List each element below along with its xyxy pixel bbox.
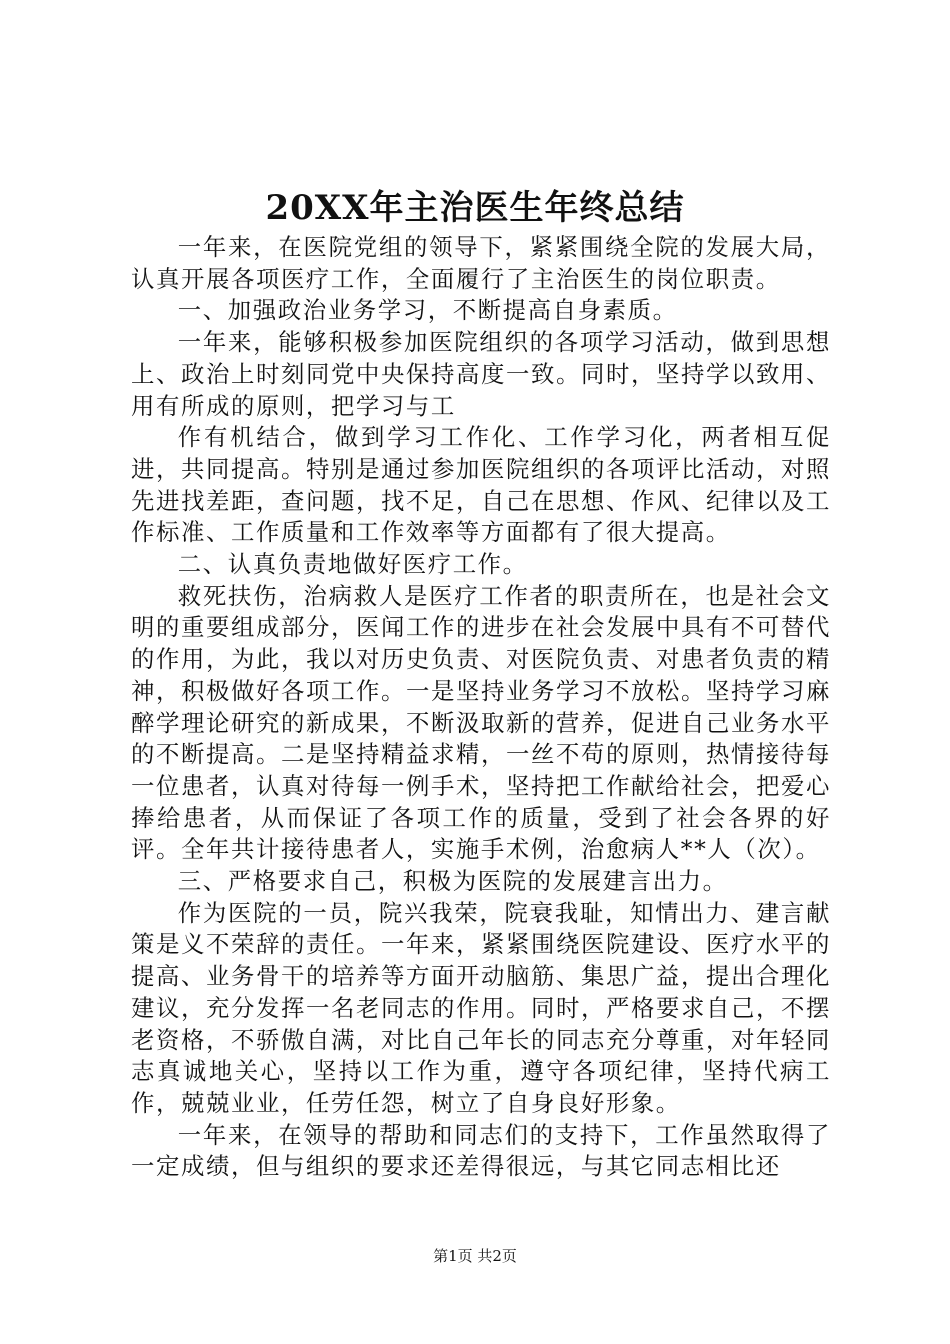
document-body <box>131 232 831 1183</box>
page-footer: 第1页 共2页 <box>433 1247 517 1265</box>
paragraph-intro: 一年来，在医院党组的领导下，紧紧围绕全院的发展大局，认真开展各项医疗工作，全面履行了主治医生的岗位职责。 <box>131 233 831 293</box>
section-heading-1: 一、加强政治业务学习，不断提高自身素质。 <box>177 296 678 325</box>
section-heading-2: 二、认真负责地做好医疗工作。 <box>177 550 528 579</box>
paragraph: 作有机结合，做到学习工作化、工作学习化，两者相互促进，共同提高。特别是通过参加医院组织的各项评比活动，对照先进找差距，查问题，找不足，自己在思想、作风、纪律以及工作标准、工作质量和工作效率等方面都有了很大提高。 <box>131 423 831 547</box>
section-heading-3: 三、严格要求自己，积极为医院的发展建言出力。 <box>177 867 728 896</box>
paragraph: 作为医院的一员，院兴我荣，院衰我耻，知情出力、建言献策是义不荣辞的责任。一年来，紧紧围绕医院建设、医疗水平的提高、业务骨干的培养等方面开动脑筋、集思广益，提出合理化建议，充分发挥一名老同志的作用。同时，严格要求自己，不摆老资格，不骄傲自满，对比自己年长的同志充分尊重，对年轻同志真诚地关心，坚持以工作为重，遵守各项纪律，坚持代病工作，兢兢业业，任劳任怨，树立了自身良好形象。 <box>131 898 831 1117</box>
paragraph: 一年来，在领导的帮助和同志们的支持下，工作虽然取得了一定成绩，但与组织的要求还差得很远，与其它同志相比还 <box>131 1120 831 1181</box>
paragraph: 一年来，能够积极参加医院组织的各项学习活动，做到思想上、政治上时刻同党中央保持高度一致。同时，坚持学以致用、用有所成的原则，把学习与工 <box>131 328 831 420</box>
paragraph: 救死扶伤，治病救人是医疗工作者的职责所在，也是社会文明的重要组成部分，医闻工作的进步在社会发展中具有不可替代的作用，为此，我以对历史负责、对医院负责、对患者负责的精神，积极做好各项工作。一是坚持业务学习不放松。坚持学习麻醉学理论研究的新成果，不断汲取新的营养，促进自己业务水平的不断提高。二是坚持精益求精，一丝不苟的原则，热情接待每一位患者，认真对待每一例手术，坚持把工作献给社会，把爱心捧给患者，从而保证了各项工作的质量，受到了社会各界的好评。全年共计接待患者人，实施手术例，治愈病人**人（次）。 <box>131 581 831 864</box>
document-title: 20XX年主治医生年终总结 <box>265 188 685 228</box>
